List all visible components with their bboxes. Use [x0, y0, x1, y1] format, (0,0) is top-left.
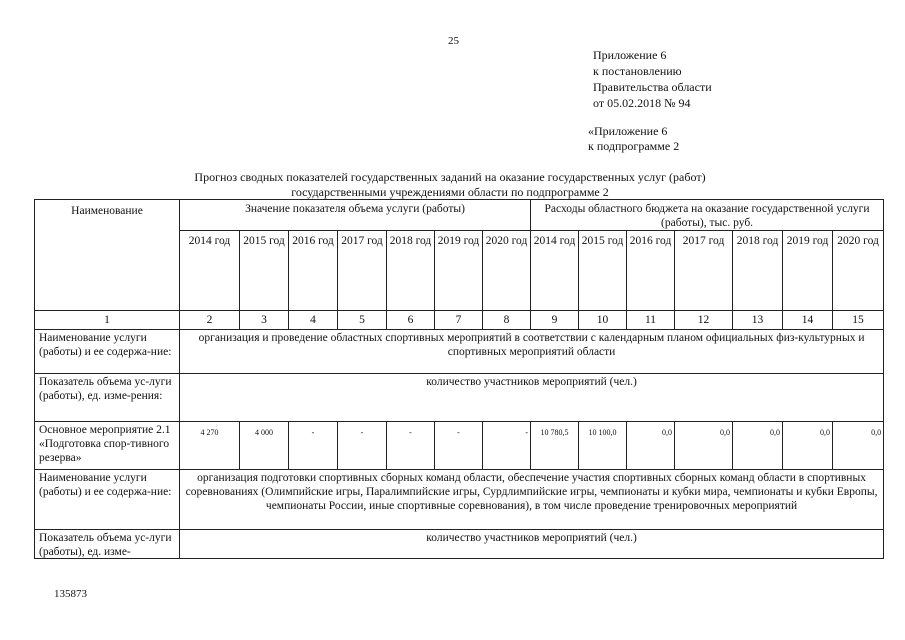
value-cell: 4 000: [240, 422, 289, 470]
appendix2-line: к подпрограмме 2: [588, 139, 680, 153]
title-line-2: государственными учреждениями области по подпрограмме 2: [291, 185, 609, 199]
row-label-text: Показатель объема ус-луги (работы), ед. изме-: [39, 532, 172, 558]
row-label: Наименование услуги (работы) и ее содержа-ние:: [35, 470, 180, 530]
value-cell: 4 270: [180, 422, 240, 470]
column-number: 8: [483, 311, 531, 330]
row-label: Наименование услуги (работы) и ее содержа-ние:: [35, 330, 180, 374]
column-number: 11: [627, 311, 675, 330]
appendix-line: от 05.02.2018 № 94: [593, 96, 691, 110]
forecast-table: [34, 199, 884, 559]
year-header: 2017 год: [338, 231, 387, 311]
service-description: организация и проведение областных спортивных мероприятий в соответствии с календарным планом официальных физ-культурных и спортивных мероприятий области: [180, 330, 884, 374]
appendix-line: к постановлению: [593, 64, 682, 78]
year-header: 2018 год: [387, 231, 435, 311]
year-header: 2016 год: [627, 231, 675, 311]
row-label: Показатель объема ус-луги (работы), ед. изме-рения:: [35, 374, 180, 422]
value-cell: -: [483, 422, 531, 470]
column-number: 15: [833, 311, 884, 330]
column-number: 7: [435, 311, 483, 330]
column-number: 3: [240, 311, 289, 330]
value-cell: 0,0: [833, 422, 884, 470]
title-line-1: Прогноз сводных показателей государственных заданий на оказание государственных услуг (работ): [194, 170, 706, 184]
value-cell: 0,0: [627, 422, 675, 470]
year-header: 2016 год: [289, 231, 338, 311]
year-header: 2018 год: [733, 231, 783, 311]
service-description: организация подготовки спортивных сборных команд области, обеспечение участия спортивных сборных команд области в спортивных соревнованиях (Олимпийские игры, Паралимпийские игры, Сурдлимпийские игры, чемпионаты и кубки мира, чемпионаты и кубки Европы, чемпионаты России, иные спортивные соревнования), в том числе проведение тренировочных мероприятий: [180, 470, 884, 530]
value-cell: -: [338, 422, 387, 470]
column-number: 2: [180, 311, 240, 330]
year-header: 2019 год: [435, 231, 483, 311]
value-cell: -: [289, 422, 338, 470]
year-header: 2019 год: [783, 231, 833, 311]
column-number: 4: [289, 311, 338, 330]
volume-indicator: количество участников мероприятий (чел.): [180, 374, 884, 422]
year-header: 2015 год: [579, 231, 627, 311]
column-number: 13: [733, 311, 783, 330]
value-cell: 0,0: [783, 422, 833, 470]
appendix-line: Правительства области: [593, 80, 712, 94]
document-title: [140, 170, 760, 200]
volume-indicator: количество участников мероприятий (чел.): [180, 530, 884, 559]
year-header: 2015 год: [240, 231, 289, 311]
page-number: 25: [448, 35, 459, 47]
header-budget-group: Расходы областного бюджета на оказание государственной услуги (работы), тыс. руб.: [531, 200, 884, 231]
document-code: 135873: [54, 588, 87, 600]
value-cell: 10 100,0: [579, 422, 627, 470]
column-number: 9: [531, 311, 579, 330]
row-label: Основное мероприятие 2.1 «Подготовка спор-тивного резерва»: [35, 422, 180, 470]
column-number: 6: [387, 311, 435, 330]
column-number: 12: [675, 311, 733, 330]
appendix2-line: «Приложение 6: [588, 124, 668, 138]
column-number: 1: [35, 311, 180, 330]
year-header: 2020 год: [483, 231, 531, 311]
appendix-line: Приложение 6: [593, 48, 667, 62]
row-label: [35, 530, 180, 559]
value-cell: -: [435, 422, 483, 470]
year-header: 2014 год: [180, 231, 240, 311]
appendix-header: [593, 47, 712, 111]
value-cell: 0,0: [675, 422, 733, 470]
column-number: 5: [338, 311, 387, 330]
value-cell: 10 780,5: [531, 422, 579, 470]
column-number: 14: [783, 311, 833, 330]
value-cell: 0,0: [733, 422, 783, 470]
year-header: 2020 год: [833, 231, 884, 311]
year-header: 2014 год: [531, 231, 579, 311]
header-name: Наименование: [35, 200, 180, 311]
value-cell: -: [387, 422, 435, 470]
column-number: 10: [579, 311, 627, 330]
header-volume-group: Значение показателя объема услуги (работы): [180, 200, 531, 231]
subprogram-appendix: [588, 124, 679, 154]
year-header: 2017 год: [675, 231, 733, 311]
